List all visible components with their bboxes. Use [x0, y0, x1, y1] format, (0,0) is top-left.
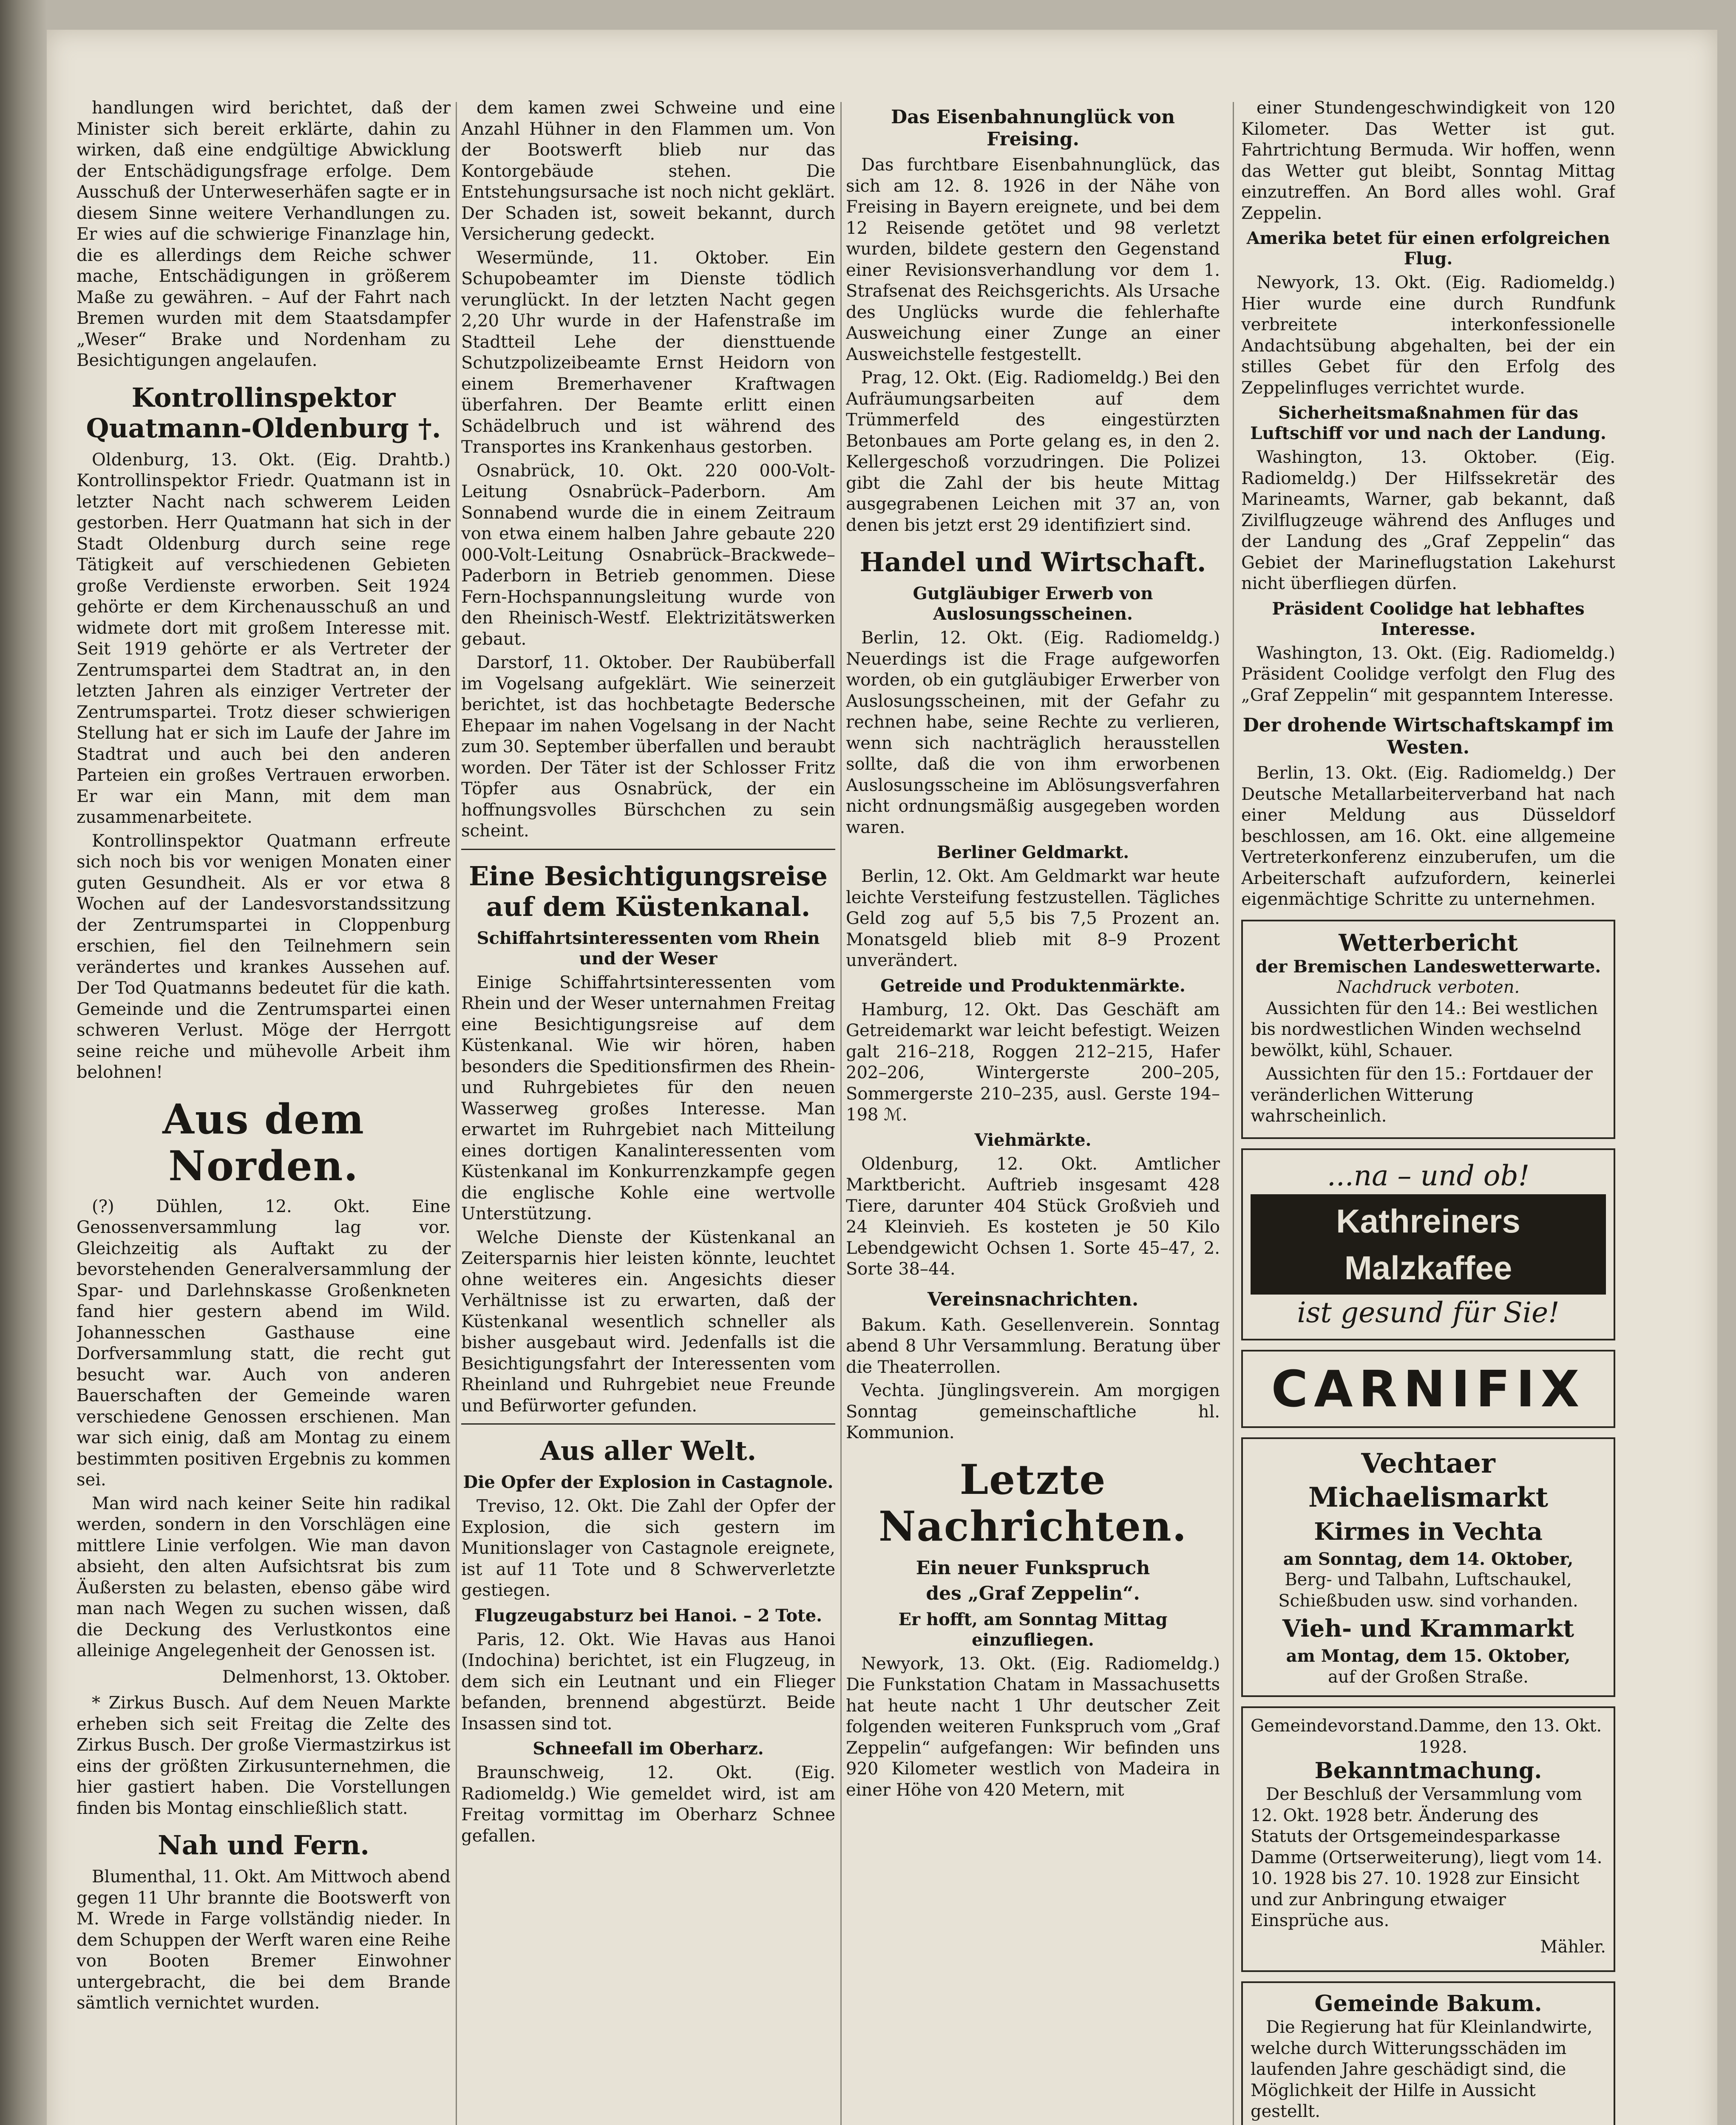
dateline: Delmenhorst, 13. Oktober.	[222, 1667, 451, 1687]
section-headline: Nah und Fern.	[158, 1830, 369, 1861]
section-headline: Handel und Wirtschaft.	[859, 547, 1206, 578]
article-headline: Eine Besichtigungsreise auf dem Küstenkanal.	[468, 860, 828, 922]
article-subheadline: Die Opfer der Explosion in Castagnole.	[463, 1472, 834, 1492]
weather-title: Wetterbericht	[1339, 929, 1518, 956]
article-paragraph: Vechta. Jünglingsverein. Am morgigen Sonntag gemeinschaftliche hl. Kommunion.	[846, 1381, 1220, 1442]
column-rule	[456, 102, 457, 2125]
article-paragraph: Das furchtbare Eisenbahnunglück, das sich am 12. 8. 1926 in der Nähe von Freising in Bayern ereignete, und bei dem 12 Reisende getötet und 98 verletzt wurden, bildete gestern den Gegenstand einer Revisionsverhandlung vor dem 1. Strafsenat des Reichsgerichts. Als Ursache des Unglücks wurde die fehlerhafte Ausweichung einer Zunge an einer Ausweichstelle festgestellt.	[846, 155, 1220, 364]
article-paragraph: Paris, 12. Okt. Wie Havas aus Hanoi (Indochina) berichtet, ist ein Flugzeug, in dem sich ein Leutnant und ein Flieger befanden, brennend abgestürzt. Beide Insassen sind tot.	[461, 1629, 835, 1734]
notice-title: Bekanntmachung.	[1314, 1758, 1542, 1784]
ad-carnifix	[1241, 1350, 1615, 1428]
article-paragraph: Newyork, 13. Okt. (Eig. Radiomeldg.) Die Funkstation Chatam in Massachusetts hat heute nacht 1 Uhr deutscher Zeit folgenden weiteren Funkspruch vom „Graf Zeppelin“ aufgefangen: Wir befinden uns 920 Kilometer westlich von Madeira in einer Höhe von 420 Metern, mit	[846, 1654, 1220, 1800]
article-paragraph: Blumenthal, 11. Okt. Am Mittwoch abend gegen 11 Uhr brannte die Bootswerft von M. Wrede in Farge vollständig nieder. In dem Schuppen der Werft waren eine Reihe von Booten Bremer Einwohner untergebracht, die bei dem Brande sämtlich vernichtet wurden.	[77, 1867, 451, 2013]
article-subheadline: Getreide und Produktenmärkte.	[880, 975, 1186, 996]
article-headline: Amerika betet für einen erfolgreichen Flug.	[1246, 228, 1610, 269]
weather-forecast: Aussichten für den 15.: Fortdauer der veränderlichen Witterung wahrscheinlich.	[1251, 1064, 1593, 1126]
article-paragraph: Hamburg, 12. Okt. Das Geschäft am Getreidemarkt war leicht befestigt. Weizen galt 216–218, Roggen 212–215, Hafer 202–206, Wintergerste 200–205, Sommergerste 210–235, ausl. Gerste 194–198 ℳ.	[846, 1000, 1220, 1125]
article-paragraph: Washington, 13. Okt. (Eig. Radiomeldg.) Präsident Coolidge verfolgt den Flug des „Graf Zeppelin“ mit gespanntem Interesse.	[1241, 643, 1615, 705]
divider	[461, 849, 835, 850]
ad-kathreiner	[1241, 1148, 1615, 1340]
weather-box	[1241, 920, 1615, 1139]
article-headline: Das Eisenbahnunglück von Freising.	[891, 106, 1175, 150]
column-4	[1241, 98, 1615, 2125]
article-subheadline: Er hofft, am Sonntag Mittag einzufliegen.	[898, 1609, 1168, 1650]
ad-subtitle: Vieh- und Krammarkt	[1282, 1615, 1574, 1643]
article-paragraph: Treviso, 12. Okt. Die Zahl der Opfer der Explosion, die sich gestern im Munitionslager von Castagnole ereignete, ist auf 11 Tote und 8 Schwerverletzte gestiegen.	[461, 1496, 835, 1600]
article-paragraph: Osnabrück, 10. Okt. 220 000-Volt-Leitung Osnabrück–Paderborn. Am Sonnabend wurde die in einem Zeitraum von etwa einem halben Jahre gebaute 220 000-Volt-Leitung Osnabrück–Brackwede–Paderborn in Betrieb genommen. Diese Fern-Hochspannungsleitung wurde von den Rheinisch-Westf. Elektrizitätswerken gebaut.	[461, 461, 835, 649]
section-headline: Letzte Nachrichten.	[878, 1455, 1188, 1550]
article-paragraph: handlungen wird berichtet, daß der Minister sich bereit erklärte, dahin zu wirken, daß eine endgültige Abwicklung der Entschädigungsfrage erfolge. Dem Ausschuß der Unterweserhäfen sagte er in diesem Sinne weitere Verhandlungen zu. Er wies auf die schwierige Finanzlage hin, die es allerdings dem Reiche schwer mache, Entschädigungen in größerem Maße zu gewähren. – Auf der Fahrt nach Bremen wurden mit dem Staatsdampfer „Weser“ Brake und Nordenham zu Besichtigungen angelaufen.	[77, 98, 451, 370]
article-paragraph: Washington, 13. Oktober. (Eig. Radiomeldg.) Der Hilfssekretär des Marineamts, Warner, gab bekannt, daß Zivilflugzeuge während des Anfluges und der Landung des „Graf Zeppelin“ das Gebiet der Marineflugstation Lakehurst nicht überfliegen dürfen.	[1241, 448, 1615, 593]
ad-date: am Sonntag, dem 14. Oktober,	[1283, 1549, 1574, 1569]
section-headline: Vereinsnachrichten.	[927, 1288, 1139, 1310]
ad-brand: CARNIFIX	[1271, 1359, 1586, 1418]
notice-bakum	[1241, 1981, 1615, 2125]
notice-authority: Gemeindevorstand.	[1251, 1716, 1419, 1736]
article-headline: Präsident Coolidge hat lebhaftes Interesse.	[1272, 598, 1585, 639]
article-subheadline: des „Graf Zeppelin“.	[926, 1582, 1140, 1604]
article-paragraph: Prag, 12. Okt. (Eig. Radiomeldg.) Bei den Aufräumungsarbeiten auf dem Trümmerfeld des eingestürzten Betonbaues am Porte gelang es, in den 2. Kellergeschoß vorzudringen. Die Polizei gibt die Zahl der bis heute Mittag ausgegrabenen Leichen mit 37 an, von denen bis jetzt erst 29 identifiziert sind.	[846, 368, 1220, 535]
ad-note: Berg- und Talbahn, Luftschaukel, Schießbuden usw. sind vorhanden.	[1278, 1570, 1578, 1611]
article-paragraph: Newyork, 13. Okt. (Eig. Radiomeldg.) Hier wurde eine durch Rundfunk verbreitete interkonfessionelle Andachtsübung abgehalten, bei der ein stilles Gebet für den Erfolg des Zeppelinfluges verrichtet wurde.	[1241, 273, 1615, 398]
article-paragraph: Einige Schiffahrtsinteressenten vom Rhein und der Weser unternahmen Freitag eine Besichtigungsreise auf dem Küstenkanal. Wie wir hören, haben besonders die Speditionsfirmen des Rhein- und Ruhrgebietes für den neuen Wasserweg großes Interesse. Man erwartet im Ruhrgebiet nach Mitteilung eines dortigen Kanalinteressenten vom Küstenkanal im Konkurrenzkampfe gegen die englische Kohle eine wertvolle Unterstützung.	[461, 972, 835, 1224]
article-paragraph: * Zirkus Busch. Auf dem Neuen Markte erheben sich seit Freitag die Zelte des Zirkus Busch. Der große Viermastzirkus ist eins der größten Zirkusunternehmen, die hier gastiert haben. Die Vorstellungen finden bis Montag einschließlich statt.	[77, 1693, 451, 1818]
notice-title: Gemeinde Bakum.	[1314, 1991, 1542, 2017]
article-headline: Der drohende Wirtschaftskampf im Westen.	[1242, 714, 1614, 758]
article-paragraph: einer Stundengeschwindigkeit von 120 Kilometer. Das Wetter ist gut. Fahrtrichtung Bermuda. Wir hoffen, wenn das Wetter gut bleibt, Sonntag Mittag einzutreffen. An Bord alles wohl. Graf Zeppelin.	[1241, 98, 1615, 223]
notice-header	[1251, 1716, 1606, 1758]
divider	[461, 1423, 835, 1425]
article-paragraph: Berlin, 12. Okt. Am Geldmarkt war heute leichte Versteifung festzustellen. Tägliches Geld zog auf 5,5 bis 7,5 Prozent an. Monatsgeld blieb mit 8–9 Prozent unverändert.	[846, 867, 1220, 970]
article-paragraph: dem kamen zwei Schweine und eine Anzahl Hühner in den Flammen um. Von der Bootswerft blieb nur das Kontorgebäude stehen. Die Entstehungsursache ist noch nicht geklärt. Der Schaden ist, soweit bekannt, durch Versicherung gedeckt.	[461, 98, 835, 244]
article-paragraph: Oldenburg, 13. Okt. (Eig. Drahtb.) Kontrollinspektor Friedr. Quatmann ist in letzter Nacht nach schwerem Leiden gestorben. Herr Quatmann hat sich in der Stadt Oldenburg durch seine rege Tätigkeit auf verschiedenen Gebieten große Verdienste erworben. Seit 1924 gehörte er dem Kirchenausschuß an und widmete dort mit großem Interesse mit. Seit 1919 gehörte er als Vertreter der Zentrumspartei dem Stadtrat an, in den letzten Jahren als einziger Vertreter der Zentrumspartei. Trotz dieser schwierigen Stellung hat er sich im Laufe der Jahre im Stadtrat und auch bei den anderen Parteien ein großes Vertrauen erworben. Er war ein Mann, mit dem man zusammenarbeitete.	[77, 450, 451, 827]
article-paragraph: Welche Dienste der Küstenkanal an Zeitersparnis hier leisten könnte, leuchtet ohne weiteres ein. Angesichts dieser Verhältnisse ist zu erwarten, daß der Küstenkanal wesentlich schneller als bisher ausgebaut wird. Jedenfalls ist die Besichtigungsfahrt der Interessenten vom Rheinland und Ruhrgebiet neue Freunde und Befürworter gefunden.	[461, 1227, 835, 1416]
ad-michaelismarkt	[1241, 1437, 1615, 1697]
article-paragraph: Darstorf, 11. Oktober. Der Raubüberfall im Vogelsang aufgeklärt. Wie seinerzeit berichtet, ist das hochbetagte Bedersche Ehepaar im nahen Vogelsang in der Nacht zum 30. September überfallen und beraubt worden. Der Täter ist der Schlosser Fritz Töpfer aus Osnabrück, der ein hoffnungsvolles Bürschchen zu sein scheint.	[461, 653, 835, 841]
ad-subtitle: Kirmes in Vechta	[1314, 1517, 1543, 1546]
notice-text: Der Beschluß der Versammlung vom 12. Okt. 1928 betr. Änderung des Statuts der Ortsgemeindesparkasse Damme (Ortserweiterung), liegt vom 14. 10. 1928 bis 27. 10. 1928 zur Einsicht und zur Anbringung etwaiger Einsprüche aus.	[1251, 1785, 1603, 1930]
notice-date: Damme, den 13. Okt. 1928.	[1418, 1716, 1602, 1757]
column-2	[461, 98, 835, 2125]
article-subheadline: Flugzeugabsturz bei Hanoi. – 2 Tote.	[474, 1605, 822, 1626]
column-rule	[840, 102, 842, 2125]
article-subheadline: Berliner Geldmarkt.	[936, 842, 1129, 862]
article-subheadline: Ein neuer Funkspruch	[916, 1557, 1150, 1579]
weather-note: Nachdruck verboten.	[1336, 978, 1520, 997]
section-headline: Aus aller Welt.	[540, 1435, 757, 1466]
article-paragraph: Wesermünde, 11. Oktober. Ein Schupobeamter im Dienste tödlich verunglückt. In der letzten Nacht gegen 2,20 Uhr wurde in der Hafenstraße im Stadtteil Lehe der diensttuende Schutzpolizeibeamte Ernst Heidorn von einem Bremerhavener Kraftwagen überfahren. Der Beamte erlitt einen Schädelbruch und ist während des Transportes ins Krankenhaus gestorben.	[461, 248, 835, 457]
column-3	[846, 98, 1220, 2125]
article-headline: Kontrollinspektor Quatmann-Oldenburg †.	[86, 382, 441, 444]
article-paragraph: Berlin, 13. Okt. (Eig. Radiomeldg.) Der Deutsche Metallarbeiterverband hat nach einer Meldung aus Düsseldorf beschlossen, am 16. Okt. eine allgemeine Vertreterkonferenz einzuberufen, um die Arbeiterschaft aufzufordern, keinerlei eigenmächtige Schritte zu unternehmen.	[1241, 763, 1615, 909]
weather-forecast: Aussichten für den 14.: Bei westlichen bis nordwestlichen Winden wechselnd bewölkt, kühl, Schauer.	[1251, 998, 1598, 1060]
notice-signature: Mähler.	[1540, 1937, 1606, 1957]
ad-slogan: ist gesund für Sie!	[1297, 1296, 1560, 1329]
ad-title: Vechtaer Michaelismarkt	[1308, 1447, 1549, 1513]
article-paragraph: Kontrollinspektor Quatmann erfreute sich noch bis vor wenigen Monaten einer guten Gesundheit. Als er vor etwa 8 Wochen auf der Landesvorstandssitzung der Zentrumspartei in Cloppenburg erschien, fiel den Teilnehmern sein verändertes und krankes Aussehen auf. Der Tod Quatmanns bedeutet für die kath. Gemeinde und die Zentrumspartei einen schweren Verlust. Möge der Herrgott seine reiche und mühevolle Arbeit ihm belohnen!	[77, 831, 451, 1082]
article-paragraph: Oldenburg, 12. Okt. Amtlicher Marktbericht. Auftrieb insgesamt 428 Tiere, darunter 404 Stück Großvieh und 24 Kleinvieh. Es kosteten je 50 Kilo Lebendgewicht Ochsen 1. Sorte 45–47, 2. Sorte 38–44.	[846, 1154, 1220, 1279]
ad-note: auf der Großen Straße.	[1328, 1667, 1529, 1687]
weather-subtitle: der Bremischen Landeswetterwarte.	[1255, 956, 1601, 977]
ad-date: am Montag, dem 15. Oktober,	[1286, 1646, 1571, 1666]
article-subheadline: Schneefall im Oberharz.	[533, 1739, 764, 1759]
article-paragraph: Bakum. Kath. Gesellenverein. Sonntag abend 8 Uhr Versammlung. Beratung über die Theaterrollen.	[846, 1315, 1220, 1377]
article-paragraph: Braunschweig, 12. Okt. (Eig. Radiomeldg.) Wie gemeldet wird, ist am Freitag vormittag im Oberharz Schnee gefallen.	[461, 1763, 835, 1846]
notice-text: Die Regierung hat für Kleinlandwirte, welche durch Witterungsschäden im laufenden Jahre geschädigt sind, die Möglichkeit der Hilfe in Aussicht gestellt.	[1251, 2017, 1593, 2121]
article-subheadline: Gutgläubiger Erwerb von Auslosungsscheinen.	[913, 584, 1153, 624]
section-headline: Aus dem Norden.	[162, 1095, 365, 1190]
notice-bekanntmachung	[1241, 1706, 1615, 1972]
column-1	[77, 98, 451, 2125]
article-paragraph: Man wird nach keiner Seite hin radikal werden, sondern in den Vorschlägen eine mittlere Linie verfolgen. Wie man davon absieht, den alten Aufsichtsrat bis zum Äußersten zu belasten, ebenso gäbe wird man nach Wegen zu suchen wissen, daß die Deckung des Verlustkontos eine alleinige Angelegenheit der Genossen ist.	[77, 1493, 451, 1660]
article-subheadline: Schiffahrtsinteressenten vom Rhein und der Weser	[477, 928, 820, 969]
ad-tagline: ...na – und ob!	[1327, 1159, 1530, 1192]
ad-brand: Kathreiners Malzkaffee	[1251, 1194, 1606, 1295]
binding-shadow	[0, 0, 47, 2125]
article-subheadline: Viehmärkte.	[974, 1130, 1092, 1150]
article-paragraph: (?) Dühlen, 12. Okt. Eine Genossenversammlung lag vor. Gleichzeitig als Auftakt zu der bevorstehenden Generalversammlung der Spar- und Darlehnskasse Großenkneten fand hier gestern abend im Wild. Johannesschen Gasthause eine Dorfversammlung statt, die recht gut besucht war. Auch von anderen Bauerschaften der Gemeinde waren verschiedene Genossen erschienen. Man war sich einig, daß am Montag zu einem bestimmten positiven Ergebnis zu kommen sei.	[77, 1196, 451, 1490]
column-rule	[1233, 102, 1234, 2125]
article-headline: Sicherheitsmaßnahmen für das Luftschiff vor und nach der Landung.	[1250, 403, 1606, 443]
article-paragraph: Berlin, 12. Okt. (Eig. Radiomeldg.) Neuerdings ist die Frage aufgeworfen worden, ob ein gutgläubiger Erwerber von Auslosungsscheinen, mit der Gefahr zu rechnen habe, seine Rechte zu verlieren, wenn sich nachträglich herausstellen sollte, daß die von ihm erworbenen Auslosungsscheine im Ablösungsverfahren nicht ordnungsmäßig ausgegeben worden waren.	[846, 628, 1220, 837]
